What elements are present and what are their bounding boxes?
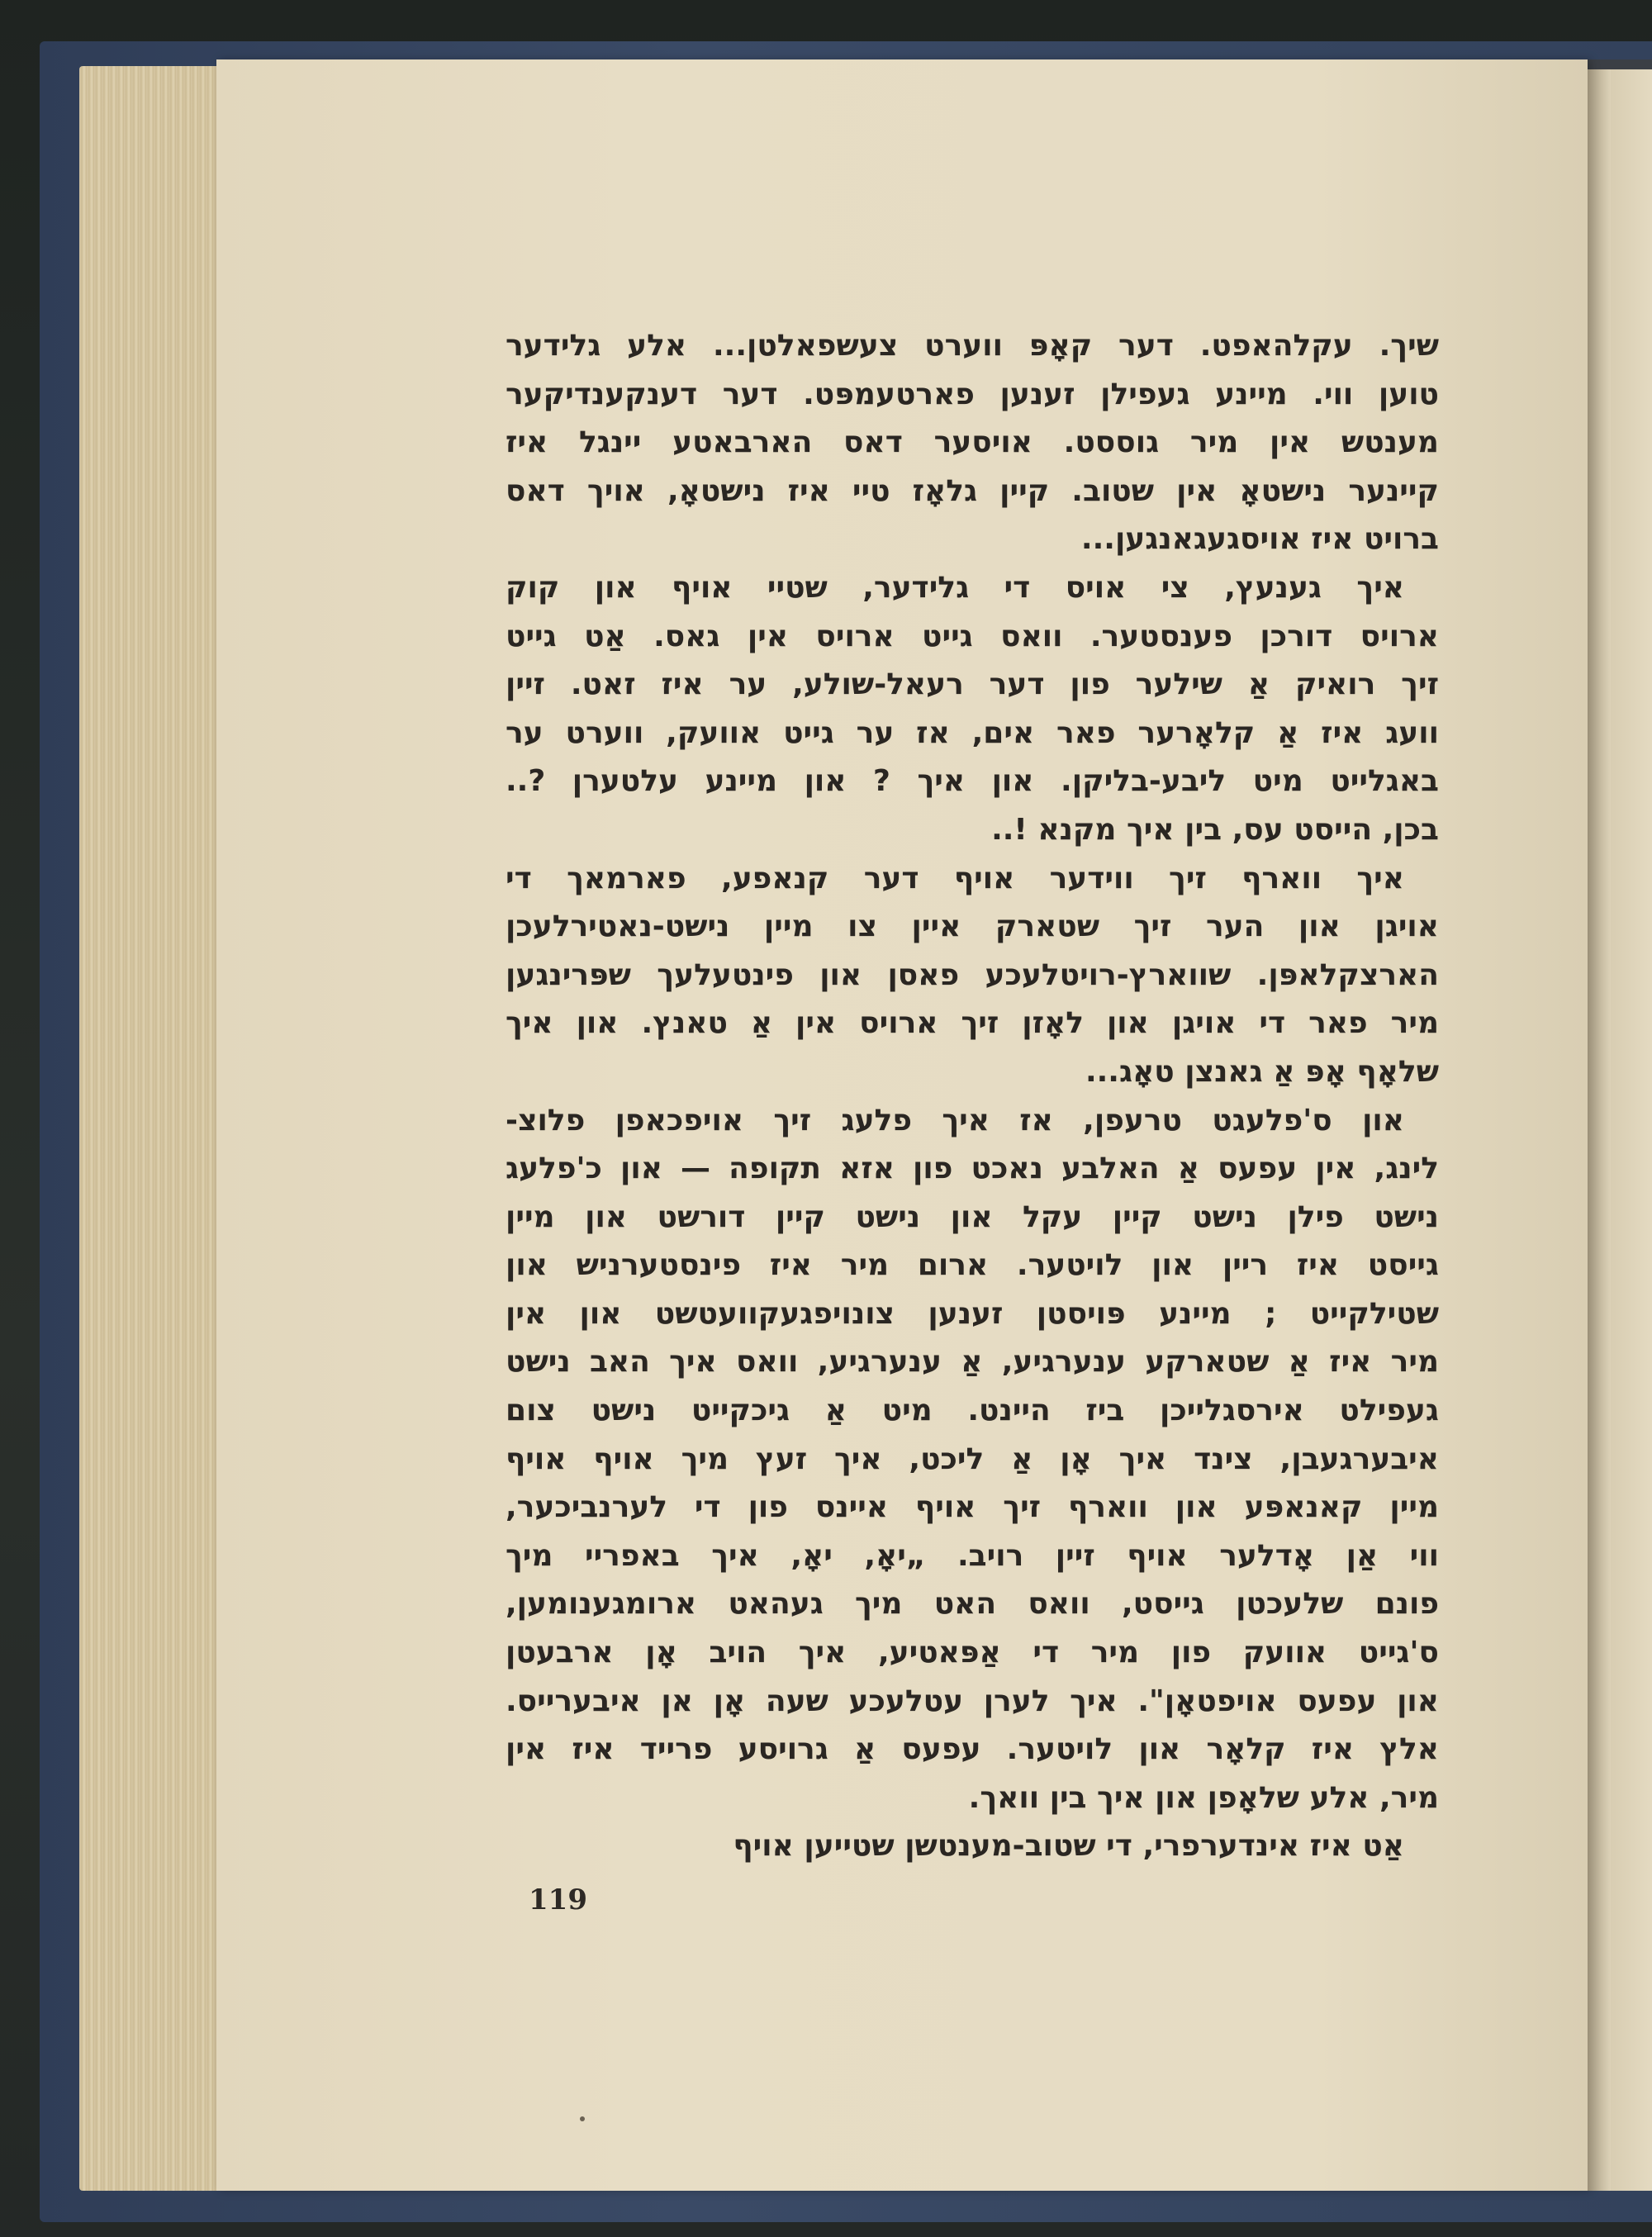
page-number: 119	[529, 1883, 587, 1916]
text-line: אויגן און הער זיך שטארק איין צו מיין נישט-נאטירלעכן	[506, 910, 1439, 944]
text-line: בכן, הייסט עס, בין איך מקנא !..	[991, 812, 1439, 847]
text-line: ארויס דורכן פענסטער. וואס גייט ארויס אין גאס. אַט גייט	[506, 619, 1439, 653]
text-line: מיר איז אַ שטארקע ענערגיע, אַ ענערגיע, וואס איך האב נישט	[506, 1345, 1439, 1380]
text-line: זיך רואיק אַ שילער פון דער רעאל-שולע, ער איז זאט. זיין	[506, 667, 1439, 702]
text-line: נישט פילן נישט קיין עקל און נישט קיין דורשט און מיין	[506, 1199, 1439, 1234]
text-line: גייסט איז ריין און לויטער. ארום מיר איז פינסטערניש און	[506, 1248, 1439, 1283]
text-line: פונם שלעכטן גייסט, וואס האט מיך געהאט ארומגענומען,	[506, 1587, 1439, 1622]
text-line: מיר פאר די אויגן און לאָזן זיך ארויס אין אַ טאנץ. און איך	[506, 1006, 1439, 1041]
facing-page	[1611, 69, 1652, 2191]
paragraph-4	[506, 1097, 1439, 1823]
text-line: אלץ איז קלאָר און לויטער. עפעס אַ גרויסע פרייד איז אין	[506, 1732, 1439, 1767]
text-line: מענטש אין מיר גוססט. אויסער דאס הארבאטע יינגל איז	[506, 425, 1439, 460]
text-line: איך ווארף זיך ווידער אויף דער קנאפע, פארמאך די	[506, 861, 1404, 895]
paper-speck	[580, 2116, 585, 2121]
text-line: אַט איז אינדערפרי, די שטוב-מענטשן שטייען אויף	[733, 1829, 1404, 1864]
book-gutter	[1588, 69, 1611, 2191]
paragraph-3	[506, 855, 1439, 1097]
paragraph-5	[506, 1822, 1439, 1871]
text-line: לינג, אין עפעס אַ האלבע נאכט פון אזא תקופה — און כ'פלעג	[506, 1152, 1439, 1186]
text-line: ווי אַן אָדלער אויף זיין רויב. „יאָ, יאָ, איך באפריי מיך	[506, 1538, 1439, 1573]
paragraph-2	[506, 564, 1439, 855]
text-line: איך גענעץ, צי אויס די גלידער, שטיי אויף און קוק	[506, 570, 1404, 605]
text-line: מיין קאנאפּע און ווארף זיך אויף איינס פון די לערנביכער,	[506, 1490, 1439, 1525]
text-line: און עפעס אויפטאָן". איך לערן עטלעכע שעה אָן אן איבערייס.	[506, 1684, 1439, 1718]
paragraph-1	[506, 322, 1439, 564]
text-line: מיר, אלע שלאָפן און איך בין וואך.	[968, 1780, 1439, 1815]
text-line: שיך. עקלהאפט. דער קאָפּ ווערט צעשפאלטן... אלע גלידער	[506, 329, 1439, 363]
text-line: געפילט אירסגלייכן ביז היינט. מיט אַ גיכקייט נישט צום	[506, 1394, 1439, 1428]
text-line: שלאָף אָפּ אַ גאנצן טאָג...	[1085, 1054, 1439, 1089]
text-line: ברויט איז אויסגעגאנגען...	[1080, 522, 1439, 557]
text-line: באגלייט מיט ליבע-בליקן. און איך ? און מיינע עלטערן ?..	[506, 764, 1439, 799]
text-line: שטילקייט ; מיינע פּויסטן זענען צונויפגעקוועטשט און אין	[506, 1296, 1439, 1331]
body-text	[506, 322, 1439, 1871]
text-line: ס'גייט אוועק פון מיר די אַפּאטיע, איך הויב אָן ארבעטן	[506, 1636, 1439, 1670]
text-line: טוען ווי. מיינע געפילן זענען פארטעמפּט. דער דענקענדיקער	[506, 377, 1439, 411]
text-line: איבערגעבן, צינד איך אָן אַ ליכט, איך זעץ מיך אויף אויף	[506, 1441, 1439, 1476]
text-line: און ס'פלעגט טרעפן, אז איך פלעג זיך אויפכאפן פלוצ-	[506, 1103, 1404, 1137]
text-line: הארצקלאפּן. שווארץ-רויטלעכע פאסן און פינטעלעך שפּרינגען	[506, 957, 1439, 992]
text-line: וועג איז אַ קלאָרער פאר אים, אז ער גייט אוועק, ווערט ער	[506, 715, 1439, 750]
text-line: קיינער נישטאָ אין שטוב. קיין גלאָז טיי איז נישטאָ, אויך דאס	[506, 473, 1439, 508]
page-edges	[79, 66, 220, 2191]
